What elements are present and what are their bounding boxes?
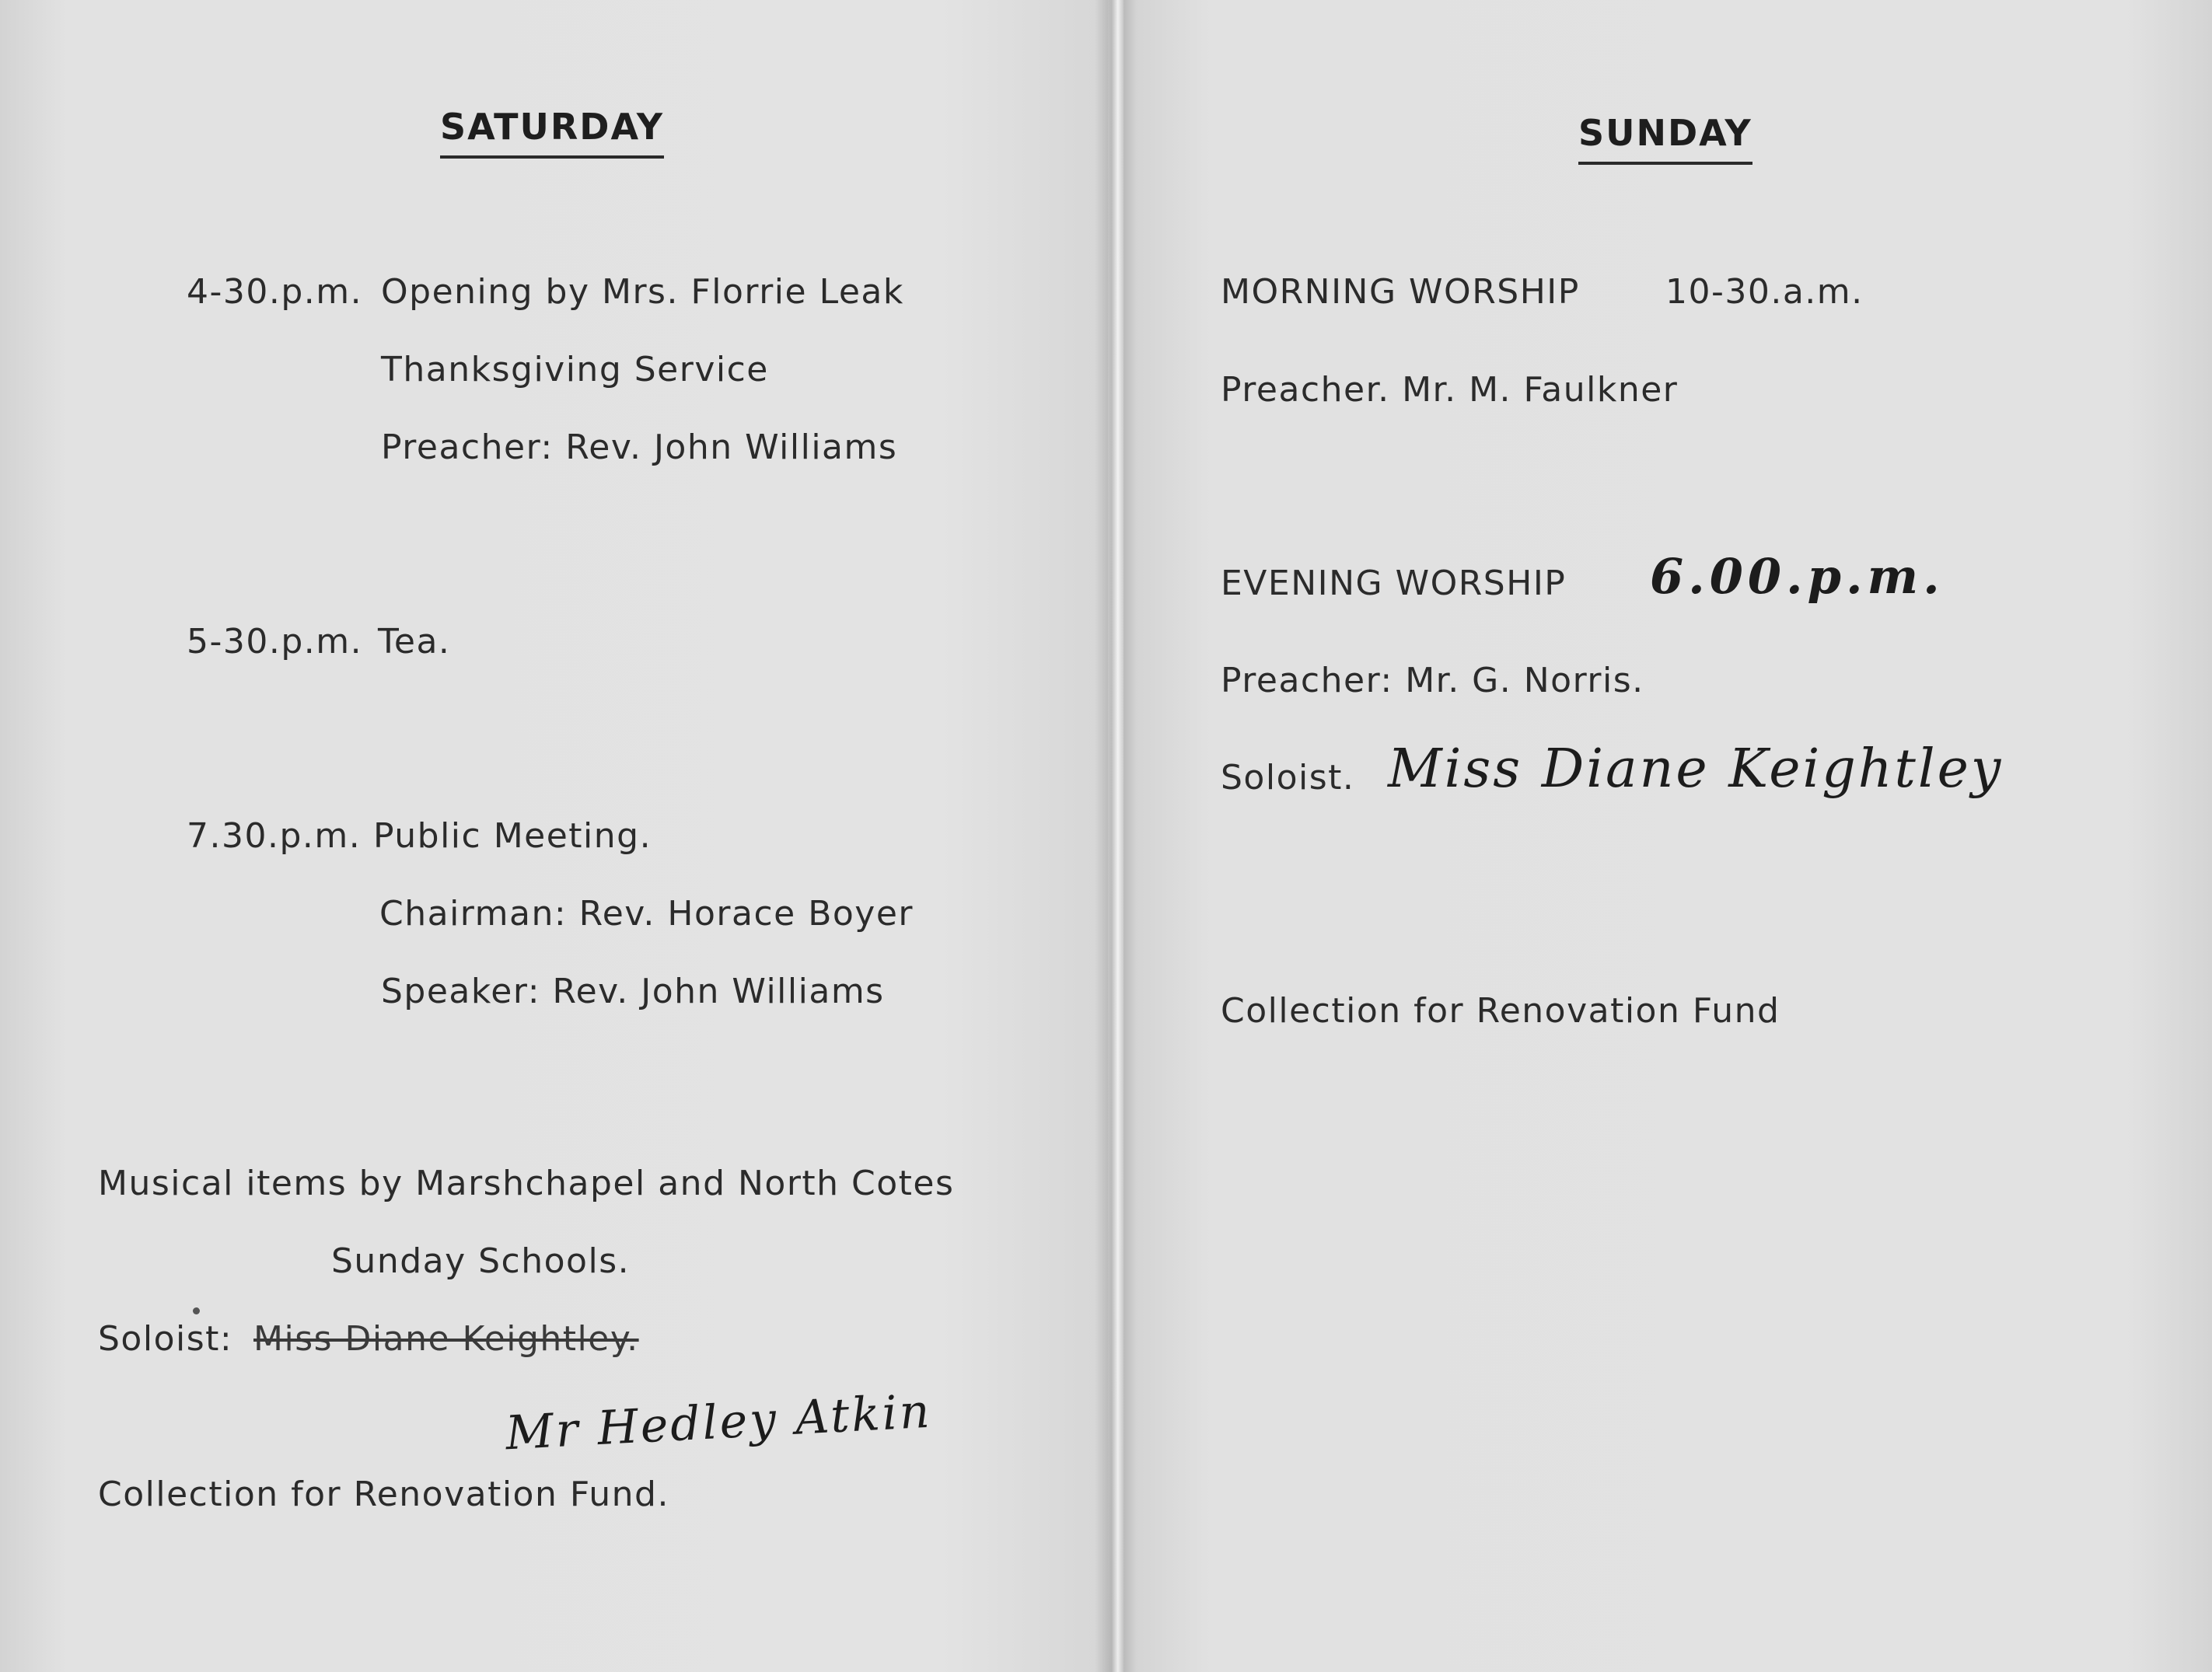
musical-items-line2: Sunday Schools. (331, 1241, 631, 1281)
morning-worship-time: 10-30.a.m. (1665, 272, 1864, 312)
sunday-panel (1123, 0, 2212, 1672)
morning-preacher: Preacher. Mr. M. Faulkner (1221, 370, 1679, 410)
saturday-heading: SATURDAY (440, 106, 664, 159)
sunday-soloist-label: Soloist. (1221, 758, 1355, 798)
evening-worship-time-handwritten: 6.00.p.m. (1650, 548, 1945, 605)
saturday-collection: Collection for Renovation Fund. (98, 1475, 669, 1514)
saturday-public-meeting: Public Meeting. (373, 816, 652, 856)
saturday-chairman: Chairman: Rev. Horace Boyer (379, 894, 914, 934)
sunday-soloist-handwritten: Miss Diane Keightley (1388, 738, 2004, 800)
ink-speck (193, 1307, 200, 1314)
sunday-collection: Collection for Renovation Fund (1221, 991, 1780, 1031)
saturday-thanksgiving: Thanksgiving Service (381, 350, 769, 389)
saturday-opening-time: 4-30.p.m. (187, 272, 363, 312)
sunday-heading: SUNDAY (1578, 112, 1752, 165)
saturday-meeting-time: 7.30.p.m. (187, 816, 362, 856)
center-fold (1095, 0, 1137, 1672)
morning-worship-label: MORNING WORSHIP (1221, 272, 1580, 312)
evening-worship-label: EVENING WORSHIP (1221, 564, 1567, 603)
saturday-opening-title: Opening by Mrs. Florrie Leak (381, 272, 904, 312)
saturday-preacher: Preacher: Rev. John Williams (381, 428, 898, 467)
musical-items-line1: Musical items by Marshchapel and North Cotes (98, 1164, 955, 1203)
saturday-soloist-handwritten: Mr Hedley Atkin (504, 1384, 934, 1461)
saturday-speaker: Speaker: Rev. John Williams (381, 972, 885, 1011)
saturday-tea-time: 5-30.p.m. (187, 622, 363, 661)
saturday-soloist-label: Soloist: (98, 1319, 233, 1359)
saturday-soloist-struck-name: Miss Diane Keightley. (253, 1319, 639, 1359)
saturday-tea: Tea. (378, 622, 451, 661)
evening-preacher: Preacher: Mr. G. Norris. (1221, 661, 1644, 700)
